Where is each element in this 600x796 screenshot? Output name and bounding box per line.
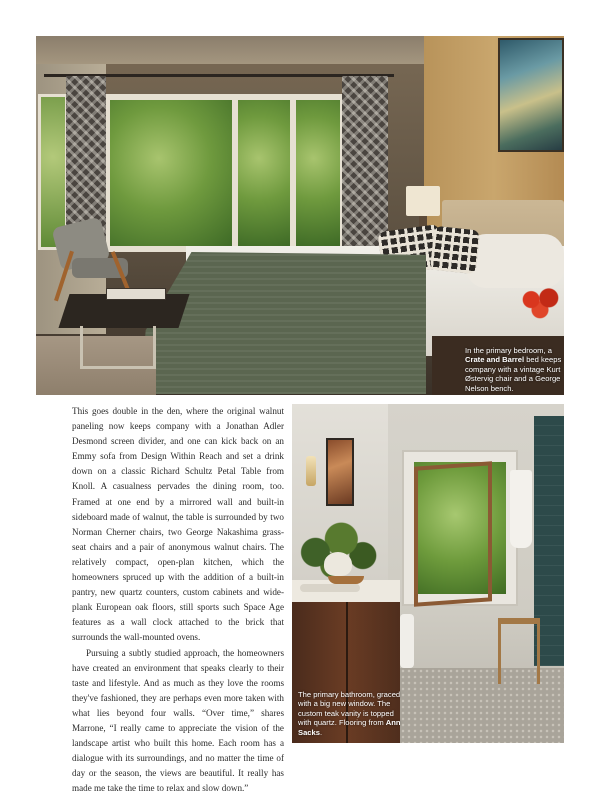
patterned-pillow [430, 226, 480, 275]
bench-leg [80, 326, 156, 369]
bedroom-window [104, 94, 346, 252]
bedroom-photo [36, 36, 564, 395]
framed-art [326, 438, 354, 506]
open-casement-sash [414, 461, 492, 606]
paragraph: Pursuing a subtly studied approach, the homeowners have created an environment that speaks clearly to their taste and lifestyle. And as much as they love the rooms they've fashioned, they are perhaps even more taken with what lies beyond four walls. “Over time,” shares Marrone, “I really came to appreciate the vision of the landscape artist who built this home. Each room has a dialogue with its surroundings, and no matter the time of day or the season, the views are beautiful. It really has made me take the time to relax and slow down.” [72, 646, 284, 796]
window-pane [238, 100, 290, 246]
caption-brand: Crate and Barrel [465, 355, 524, 364]
wooden-bowl [328, 576, 364, 584]
window-pane [296, 100, 340, 246]
towel [510, 470, 532, 548]
abstract-painting [498, 38, 564, 152]
caption-text: The primary bathroom, graced with a big new window. The custom teak vanity is topped with quartz. Flooring from [298, 690, 400, 727]
sink [300, 584, 360, 592]
toilet [400, 614, 414, 668]
paragraph: This goes double in the den, where the original walnut paneling now keeps company with a Jonathan Adler Desmond screen divider, and one can kick back on an Emmy sofa from Design Within Reach and set a drink down on a classic Richard Schultz Petal Table from Knoll. A casualness pervades the dining room, too. Framed at one end by a mirrored wall and built-in sideboard made of walnut, the table is surrounded by two Norman Cherner chairs, two George Nakashima grass-seat chairs and a pair of anonymous walnut chairs. The relatively compact, open-plan kitchen, which the homeowners spruced up with the addition of a built-in pantry, new quartz counters, custom cabinets and wide-plank European oak floors, still sports such Space Age features as a wall clock attached to the brick that surrounds the wall-mounted ovens. [72, 404, 284, 646]
lamp-shade [406, 186, 440, 216]
window-pane [110, 100, 232, 246]
bedroom-caption [465, 346, 565, 393]
wooden-stool [498, 618, 540, 684]
pillow [466, 234, 564, 288]
caption-text: . [320, 728, 322, 737]
caption-text: In the primary bedroom, a [465, 346, 552, 355]
caption-brand: Ann Sacks [298, 718, 401, 736]
article-body [72, 404, 284, 796]
green-blanket [140, 252, 426, 394]
wall-sconce [306, 456, 316, 486]
bathroom-caption [298, 690, 408, 737]
caption-text: bed keeps company with a vintage Kurt Østervig chair and a George Nelson bench. [465, 355, 561, 392]
vase [324, 552, 352, 576]
red-flowers [518, 286, 562, 320]
book-stack [106, 288, 166, 300]
